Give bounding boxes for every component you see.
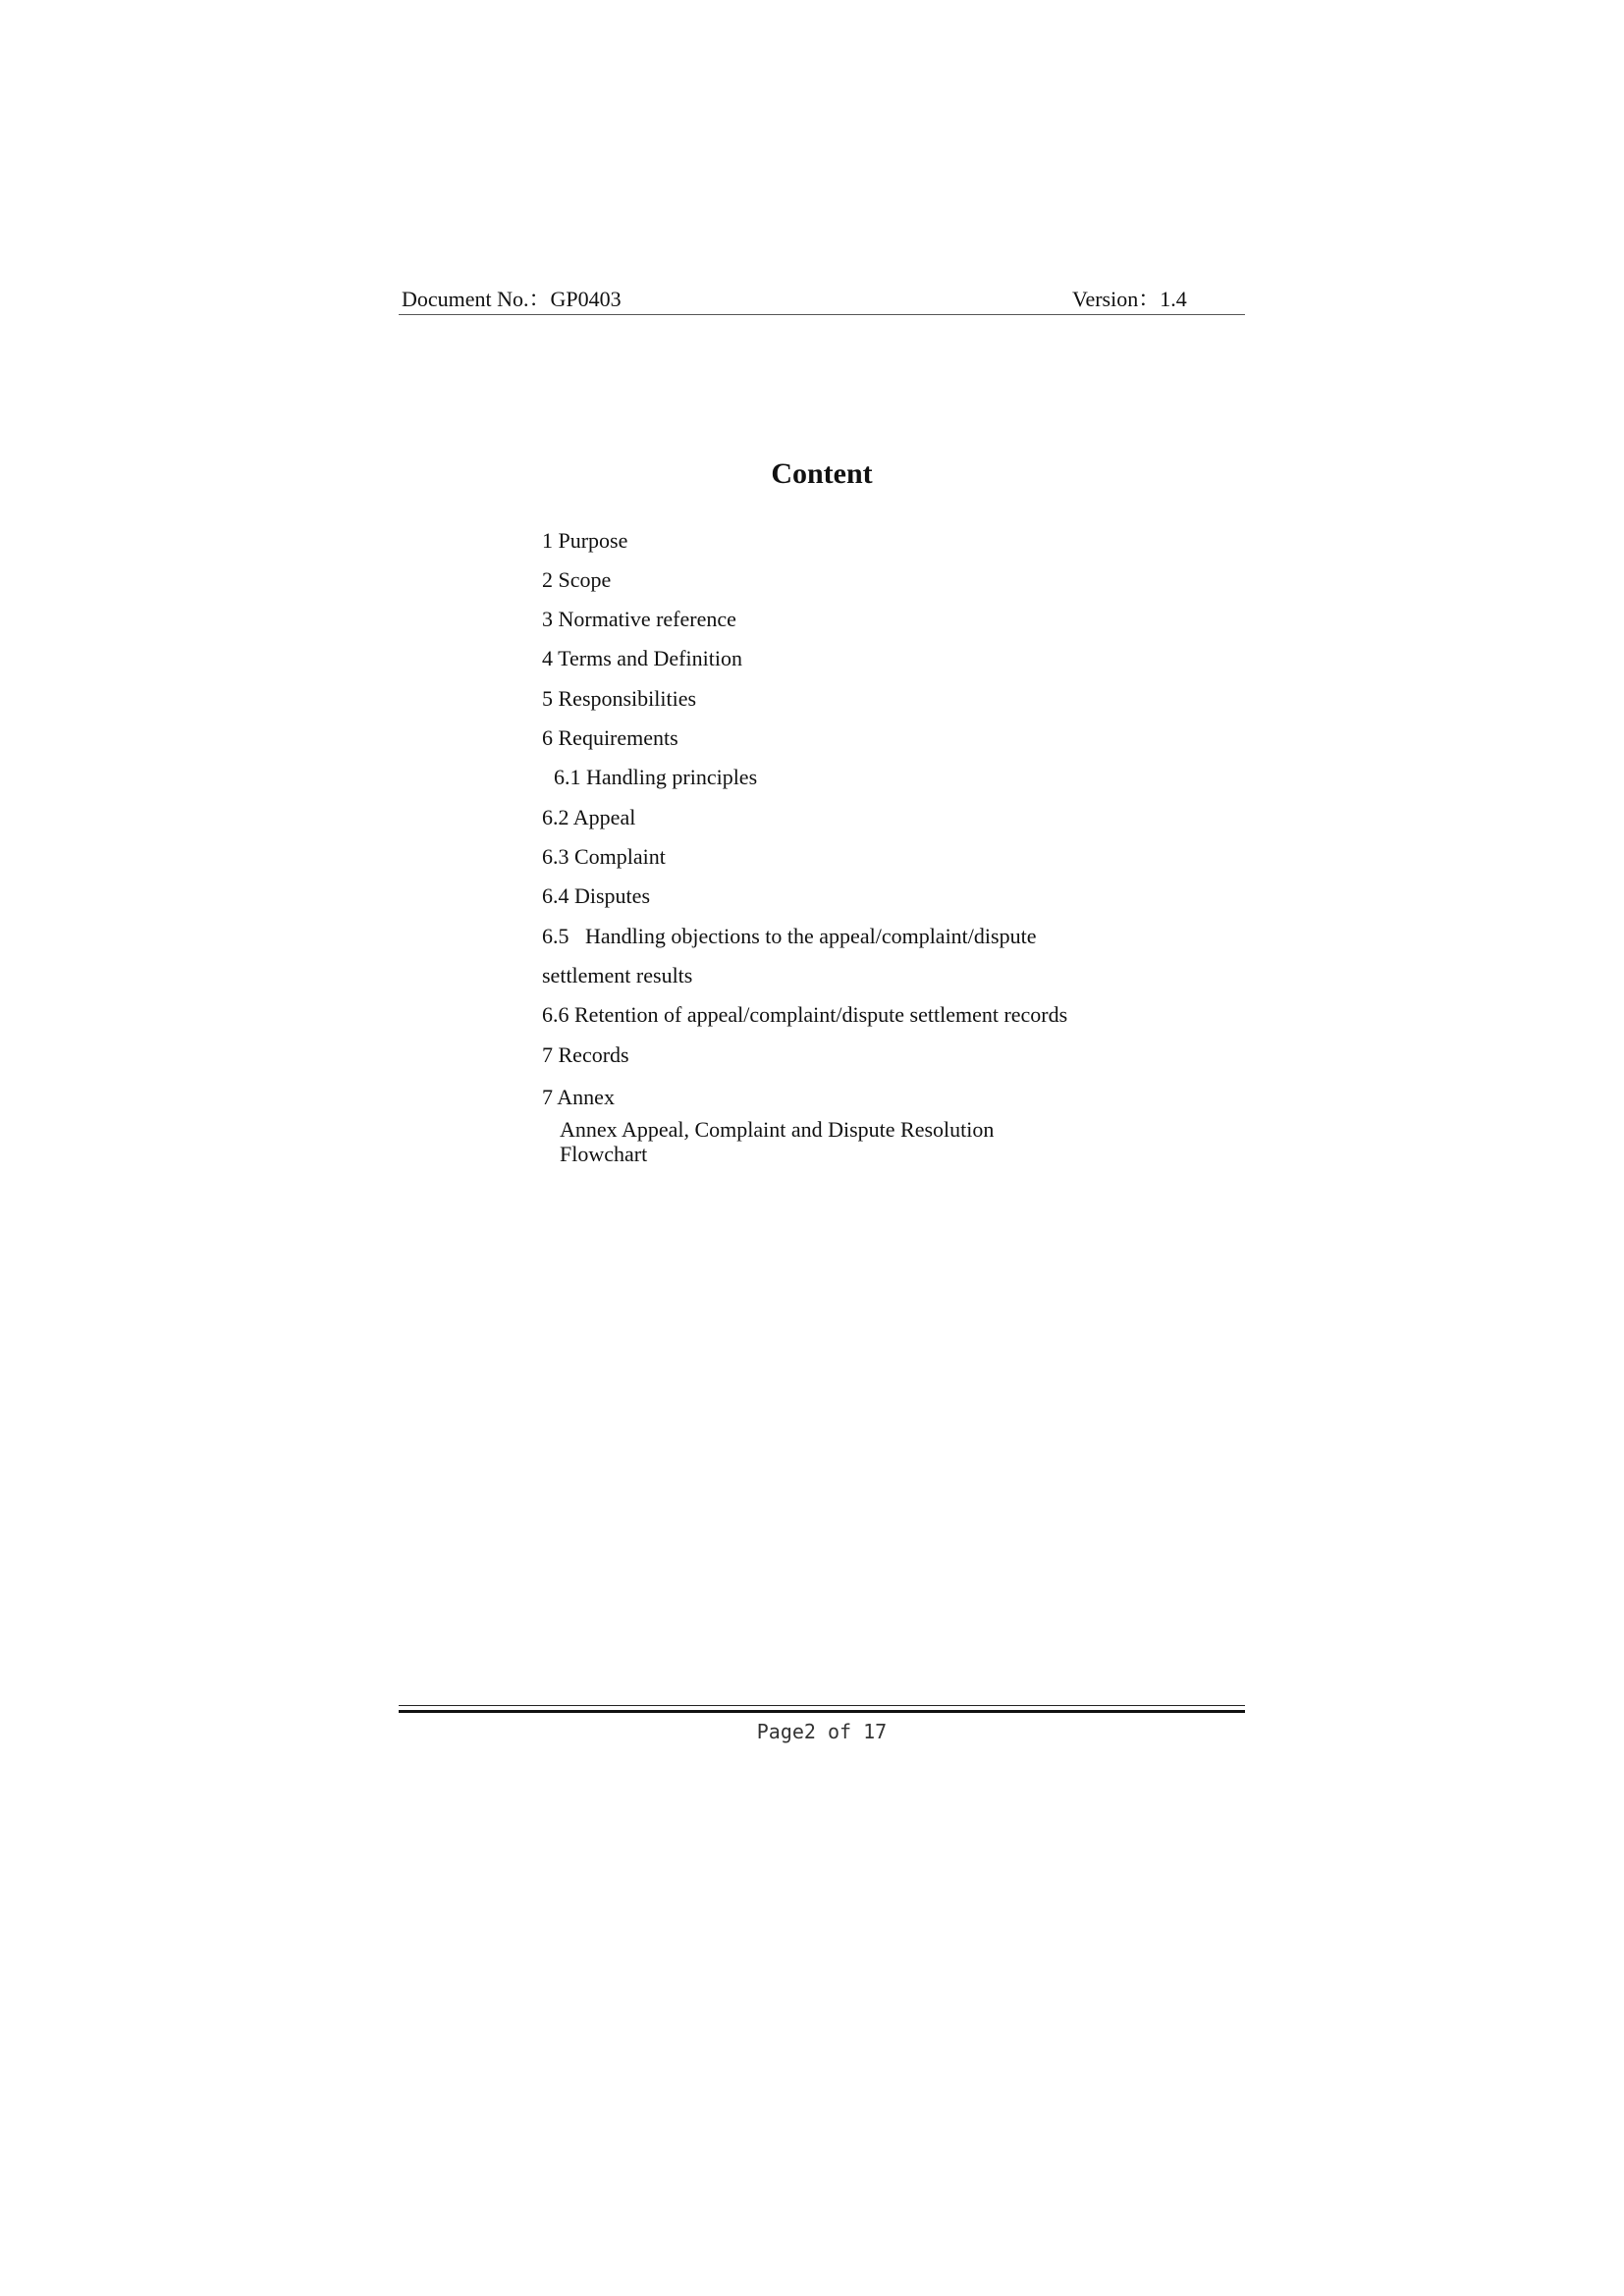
toc-item: 7 Annex: [542, 1085, 615, 1109]
footer-divider: [399, 1705, 1245, 1715]
footer-rule-thick: [399, 1710, 1245, 1713]
toc-item: 5 Responsibilities: [542, 686, 697, 711]
version-label: Version：1.4: [1072, 287, 1187, 311]
toc-item: 6.1 Handling principles: [554, 765, 758, 789]
toc-item: 6.5 Handling objections to the appeal/complaint/dispute: [542, 924, 1037, 948]
toc-item: 7 Records: [542, 1042, 629, 1067]
toc-title: Content: [771, 457, 873, 490]
toc-item: Annex Appeal, Complaint and Dispute Resolution: [560, 1117, 995, 1142]
toc-item: settlement results: [542, 963, 693, 988]
toc-item: 6.3 Complaint: [542, 844, 666, 869]
footer-rule-thin: [399, 1705, 1245, 1706]
document-number: Document No.：GP0403: [402, 287, 622, 311]
page-header: [399, 279, 1245, 315]
toc-item: 6.4 Disputes: [542, 883, 650, 908]
toc-item: 1 Purpose: [542, 528, 628, 553]
toc-item: 3 Normative reference: [542, 607, 736, 631]
toc-item: 4 Terms and Definition: [542, 646, 742, 670]
toc-item: 6 Requirements: [542, 725, 678, 750]
page-number: Page2 of 17: [756, 1720, 888, 1743]
toc-item: 6.2 Appeal: [542, 805, 636, 829]
toc-item: Flowchart: [560, 1142, 648, 1166]
toc-item: 6.6 Retention of appeal/complaint/dispute settlement records: [542, 1002, 1068, 1027]
toc-item: 2 Scope: [542, 567, 612, 592]
